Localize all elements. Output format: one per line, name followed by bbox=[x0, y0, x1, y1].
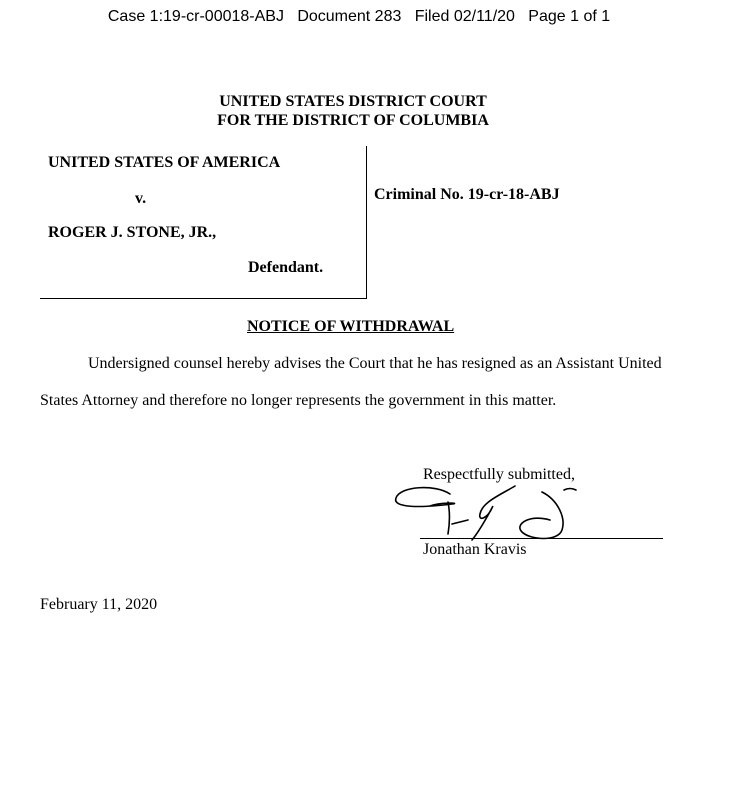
filing-date: February 11, 2020 bbox=[40, 596, 158, 613]
plaintiff-name: UNITED STATES OF AMERICA bbox=[48, 154, 281, 171]
filing-header bbox=[0, 8, 718, 26]
court-district-line: FOR THE DISTRICT OF COLUMBIA bbox=[217, 112, 489, 129]
filed-date: Filed 02/11/20 bbox=[414, 8, 515, 25]
case-number-header: Case 1:19-cr-00018-ABJ bbox=[107, 8, 284, 25]
notice-body-line-2: States Attorney and therefore no longer represents the government in this matter. bbox=[40, 392, 557, 409]
caption-divider-vertical bbox=[366, 146, 367, 299]
court-name-line: UNITED STATES DISTRICT COURT bbox=[219, 93, 487, 110]
notice-title: NOTICE OF WITHDRAWAL bbox=[247, 318, 455, 335]
closing-text: Respectfully submitted, bbox=[423, 466, 575, 483]
page-indicator: Page 1 of 1 bbox=[528, 8, 611, 25]
versus-label: v. bbox=[135, 190, 147, 207]
criminal-case-number: Criminal No. 19-cr-18-ABJ bbox=[374, 186, 560, 203]
signer-name: Jonathan Kravis bbox=[423, 541, 527, 558]
defendant-label: Defendant. bbox=[248, 259, 324, 276]
defendant-name: ROGER J. STONE, JR., bbox=[48, 224, 217, 241]
document-number: Document 283 bbox=[297, 8, 402, 25]
notice-body-line-1: Undersigned counsel hereby advises the Court that he has resigned as an Assistant United bbox=[88, 355, 662, 372]
court-title bbox=[0, 92, 706, 130]
caption-divider-horizontal bbox=[40, 298, 367, 299]
signature-line bbox=[420, 538, 663, 539]
